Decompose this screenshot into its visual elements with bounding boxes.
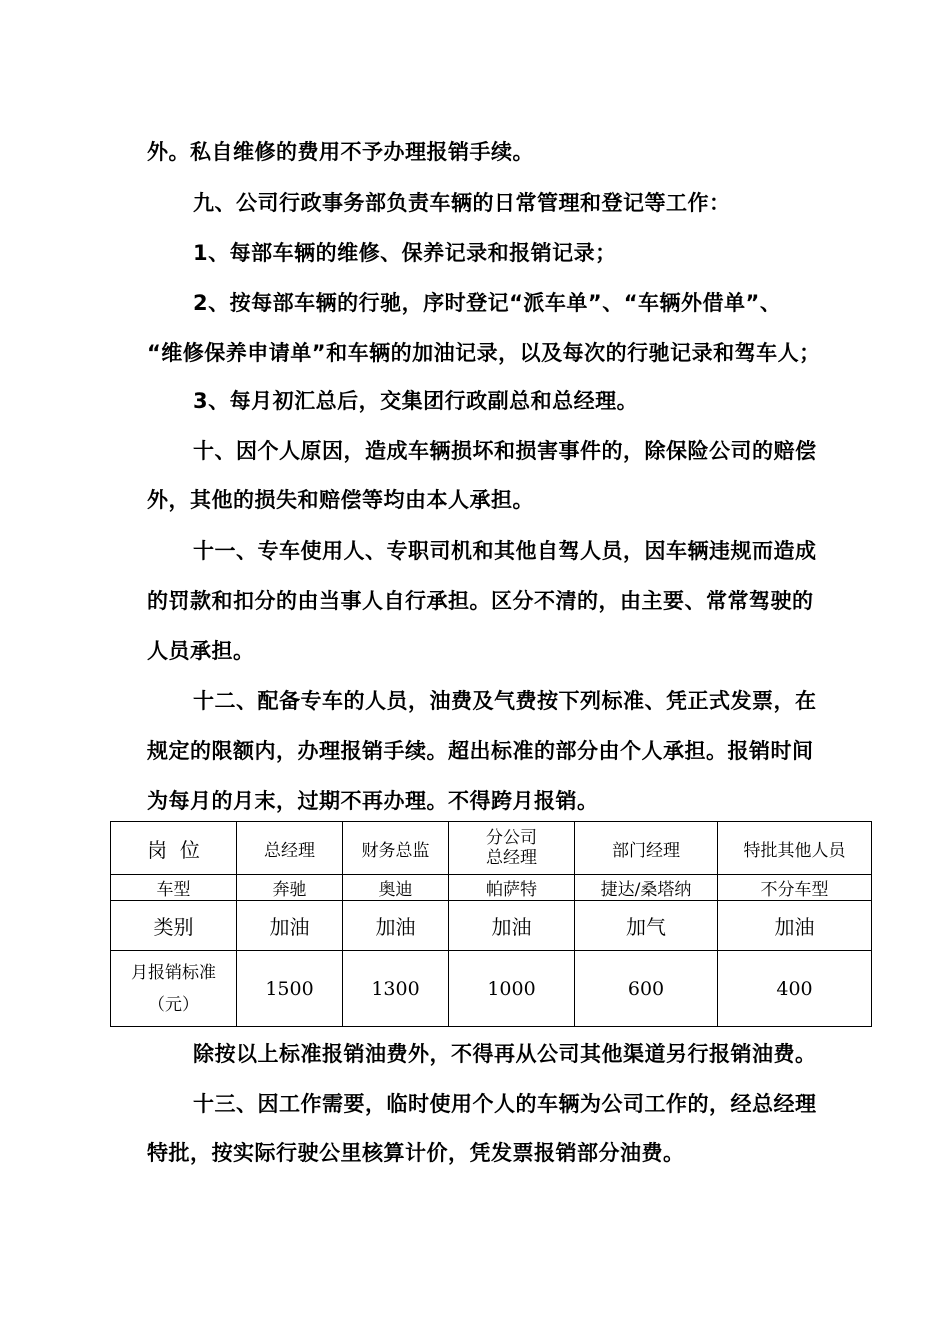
- cell-position: 特批其他人员: [718, 822, 872, 875]
- cell-position: 总经理: [237, 822, 343, 875]
- cell-standard: 1000: [449, 951, 575, 1027]
- cell-category: 加气: [575, 901, 718, 951]
- cell-category: 加油: [718, 901, 872, 951]
- cell-car-model: 帕萨特: [449, 875, 575, 901]
- paragraph-line: 3、每月初汇总后，交集团行政副总和总经理。: [193, 389, 639, 413]
- table-row-position: [111, 822, 872, 875]
- paragraph-line: 1、每部车辆的维修、保养记录和报销记录；: [193, 241, 617, 265]
- paragraph-line: 外，其他的损失和赔偿等均由本人承担。: [147, 488, 534, 512]
- paragraph-line: 十三、因工作需要，临时使用个人的车辆为公司工作的，经总经理: [193, 1092, 817, 1116]
- row-label-standard-line: 月报销标准: [131, 962, 216, 983]
- cell-standard: 400: [718, 951, 872, 1027]
- row-label-car-model: 车型: [111, 875, 237, 901]
- cell-car-model: 不分车型: [718, 875, 872, 901]
- row-label-category: 类别: [111, 901, 237, 951]
- row-label-standard: [111, 951, 237, 1027]
- cell-position: 财务总监: [343, 822, 449, 875]
- paragraph-line: 为每月的月末，过期不再办理。不得跨月报销。: [147, 789, 599, 813]
- paragraph-line: 十二、配备专车的人员，油费及气费按下列标准、凭正式发票，在: [193, 689, 817, 713]
- cell-car-model: 奥迪: [343, 875, 449, 901]
- row-label-standard-line: （元）: [148, 994, 199, 1015]
- paragraph-line: 九、公司行政事务部负责车辆的日常管理和登记等工作：: [193, 191, 731, 215]
- cell-position: [449, 822, 575, 875]
- table-row-car-model: [111, 875, 872, 901]
- cell-standard: 1500: [237, 951, 343, 1027]
- paragraph-line: 外。私自维修的费用不予办理报销手续。: [147, 140, 534, 164]
- paragraph-line: 除按以上标准报销油费外，不得再从公司其他渠道另行报销油费。: [193, 1042, 817, 1066]
- paragraph-line: 的罚款和扣分的由当事人自行承担。区分不清的，由主要、常常驾驶的: [147, 589, 814, 613]
- cell-car-model: 奔驰: [237, 875, 343, 901]
- cell-standard: 600: [575, 951, 718, 1027]
- cell-standard: 1300: [343, 951, 449, 1027]
- cell-position: 部门经理: [575, 822, 718, 875]
- reimbursement-standard-table: [110, 821, 872, 1027]
- paragraph-line: 特批，按实际行驶公里核算计价，凭发票报销部分油费。: [147, 1141, 685, 1165]
- cell-position-line: 分公司: [486, 828, 537, 848]
- paragraph-line: 十、因个人原因，造成车辆损坏和损害事件的，除保险公司的赔偿: [193, 439, 817, 463]
- cell-category: 加油: [343, 901, 449, 951]
- paragraph-line: “维修保养申请单”和车辆的加油记录，以及每次的行驰记录和驾车人；: [147, 341, 821, 365]
- cell-position-line: 总经理: [486, 848, 537, 868]
- table-row-standard: [111, 951, 872, 1027]
- paragraph-line: 十一、专车使用人、专职司机和其他自驾人员，因车辆违规而造成: [193, 539, 817, 563]
- paragraph-line: 规定的限额内，办理报销手续。超出标准的部分由个人承担。报销时间: [147, 739, 814, 763]
- cell-category: 加油: [449, 901, 575, 951]
- table-row-category: [111, 901, 872, 951]
- paragraph-line: 人员承担。: [147, 639, 255, 663]
- row-label-position: 岗 位: [111, 822, 237, 875]
- cell-category: 加油: [237, 901, 343, 951]
- cell-car-model: 捷达/桑塔纳: [575, 875, 718, 901]
- paragraph-line: 2、按每部车辆的行驰，序时登记“派车单”、“车辆外借单”、: [193, 291, 782, 315]
